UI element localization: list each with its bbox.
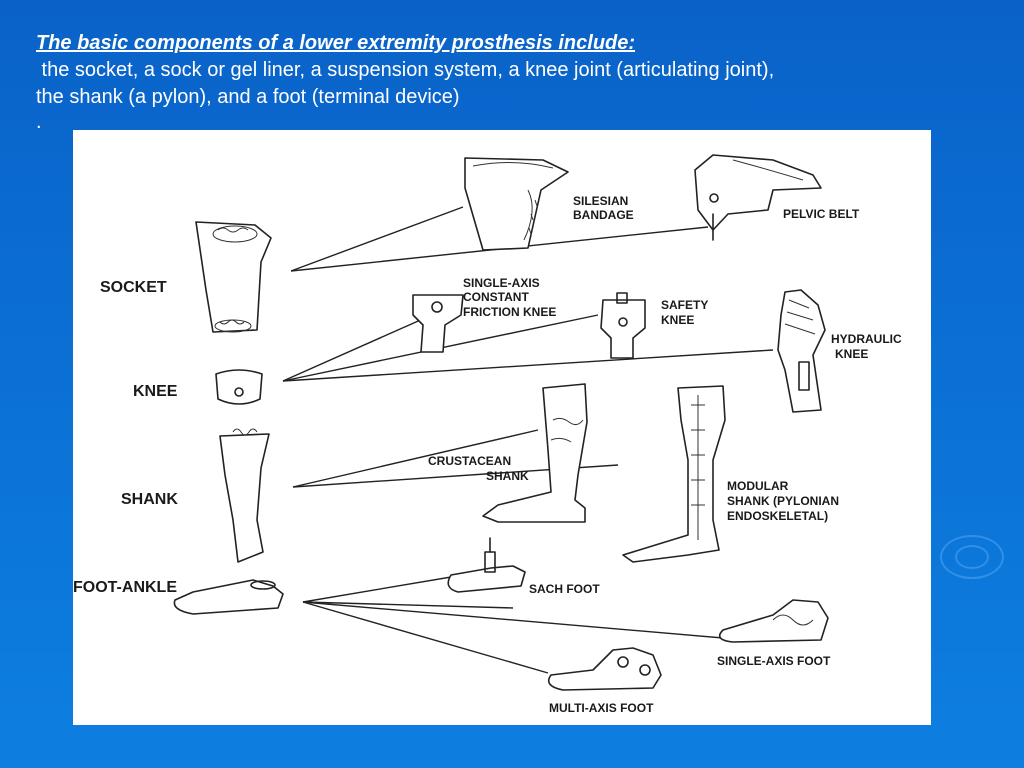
slide-body-line-2: the shank (a pylon), and a foot (terminal device) xyxy=(36,86,460,108)
prosthesis-diagram xyxy=(73,130,931,725)
silesian-label-2: BANDAGE xyxy=(573,208,634,222)
hydraulic-knee-illustration xyxy=(778,290,825,412)
slide-title: The basic components of a lower extremity prosthesis include: xyxy=(36,32,636,54)
multi-axis-foot-illustration xyxy=(549,648,661,690)
crustacean-shank-illustration xyxy=(483,384,587,522)
pelvic-belt-illustration xyxy=(695,155,821,240)
shank-illustration xyxy=(220,429,269,562)
connector-line xyxy=(303,575,463,602)
single-axis-knee-illustration xyxy=(413,295,463,352)
single-axis-foot-illustration xyxy=(720,600,828,642)
single-axis-knee-label-1: SINGLE-AXIS xyxy=(463,276,540,290)
safety-knee-illustration xyxy=(601,293,645,358)
crustacean-shank-label-2: SHANK xyxy=(486,469,529,483)
modular-shank-illustration xyxy=(623,386,725,562)
pelvic-belt-label: PELVIC BELT xyxy=(783,207,860,221)
knee-label: KNEE xyxy=(133,383,178,400)
slide-body-line-1: the socket, a sock or gel liner, a suspension system, a knee joint (articulating joint), xyxy=(36,59,775,81)
single-axis-knee-label-3: FRICTION KNEE xyxy=(463,305,557,319)
knee-illustration xyxy=(216,370,262,404)
modular-shank-label-2: SHANK (PYLONIAN xyxy=(727,494,840,508)
single-axis-foot-label: SINGLE-AXIS FOOT xyxy=(717,654,831,668)
foot-ankle-illustration xyxy=(174,580,283,614)
silesian-bandage-illustration xyxy=(465,158,568,250)
safety-knee-label-1: SAFETY xyxy=(661,298,709,312)
hydraulic-knee-label-1: HYDRAULIC xyxy=(831,332,902,346)
foot-ankle-label: FOOT-ANKLE xyxy=(73,579,177,596)
safety-knee-label-2: KNEE xyxy=(661,313,695,327)
shank-label: SHANK xyxy=(121,491,178,508)
hydraulic-knee-label-2: KNEE xyxy=(835,347,869,361)
prosthesis-diagram-svg xyxy=(73,130,931,725)
sach-foot-label: SACH FOOT xyxy=(529,582,600,596)
modular-shank-label-3: ENDOSKELETAL) xyxy=(727,509,829,523)
socket-illustration xyxy=(196,222,271,332)
slide-trailing-dot: . xyxy=(36,111,42,133)
multi-axis-foot-label: MULTI-AXIS FOOT xyxy=(549,701,654,715)
silesian-label-1: SILESIAN xyxy=(573,194,629,208)
socket-label: SOCKET xyxy=(100,279,167,296)
modular-shank-label-1: MODULAR xyxy=(727,479,789,493)
crustacean-shank-label-1: CRUSTACEAN xyxy=(428,454,512,468)
sach-foot-illustration xyxy=(448,538,525,592)
decorative-ripple xyxy=(955,545,989,569)
single-axis-knee-label-2: CONSTANT xyxy=(463,290,529,304)
slide-heading xyxy=(36,30,996,133)
